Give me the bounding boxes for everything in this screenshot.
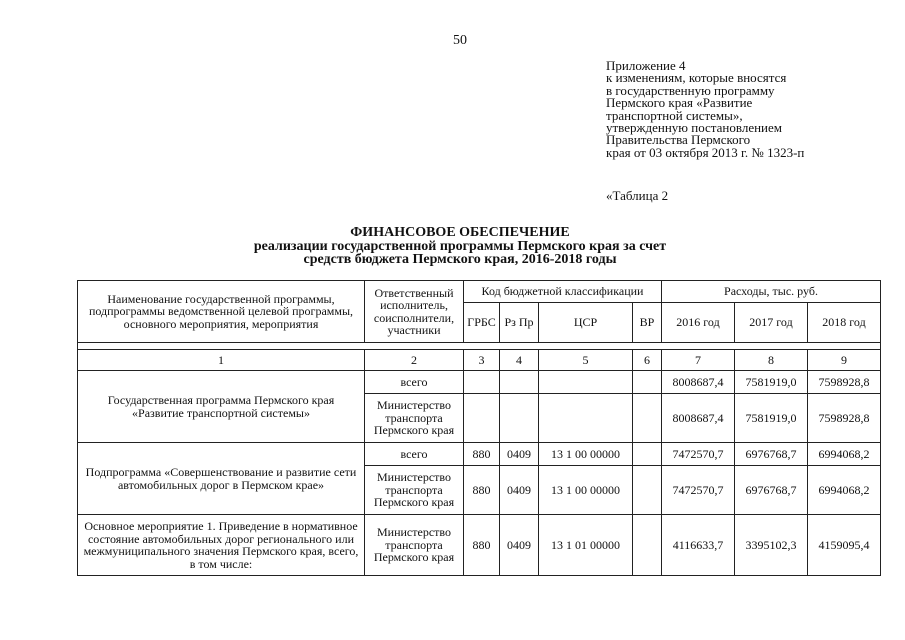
activity-name: Основное мероприятие 1. Приведение в нормативное состояние автомобильных дорог регионального или межмуниципального значения Пермского края, всего, в том числе: bbox=[78, 515, 365, 576]
col-number: 7 bbox=[662, 350, 735, 371]
amount-2016: 8008687,4 bbox=[662, 394, 735, 443]
appendix-line: Правительства Пермского bbox=[606, 132, 751, 148]
appendix-line: Приложение 4 bbox=[606, 58, 686, 73]
csr-cell bbox=[539, 394, 633, 443]
grbs-cell: 880 bbox=[464, 515, 500, 576]
grbs-cell bbox=[464, 371, 500, 394]
amount-2017: 7581919,0 bbox=[735, 371, 808, 394]
executor-cell: Министерство транспорта Пермского края bbox=[365, 515, 464, 576]
rzpr-cell: 0409 bbox=[500, 443, 539, 466]
table-row bbox=[78, 371, 881, 394]
col-number: 6 bbox=[633, 350, 662, 371]
header-csr: ЦСР bbox=[539, 303, 633, 343]
heading-title: ФИНАНСОВОЕ ОБЕСПЕЧЕНИЕ bbox=[350, 225, 570, 240]
table-row bbox=[78, 443, 881, 466]
financing-table bbox=[77, 280, 881, 576]
rzpr-cell: 0409 bbox=[500, 466, 539, 515]
col-number: 9 bbox=[808, 350, 881, 371]
header-expenses-group: Расходы, тыс. руб. bbox=[662, 281, 881, 303]
executor-cell: Министерство транспорта Пермского края bbox=[365, 394, 464, 443]
amount-2017: 7581919,0 bbox=[735, 394, 808, 443]
heading-subtitle-line: реализации государственной программы Пермского края за счет bbox=[253, 238, 667, 254]
program-name: Государственная программа Пермского края «Развитие транспортной системы» bbox=[78, 371, 365, 443]
csr-cell bbox=[539, 371, 633, 394]
page-number: 50 bbox=[453, 33, 467, 48]
rzpr-cell bbox=[500, 394, 539, 443]
rzpr-cell: 0409 bbox=[500, 515, 539, 576]
appendix-line: утвержденную постановлением bbox=[606, 119, 783, 135]
csr-cell: 13 1 01 00000 bbox=[539, 515, 633, 576]
vr-cell bbox=[633, 371, 662, 394]
header-2016: 2016 год bbox=[662, 303, 735, 343]
grbs-cell: 880 bbox=[464, 466, 500, 515]
grbs-cell bbox=[464, 394, 500, 443]
header-name: Наименование государственной программы, подпрограммы ведомственной целевой программы, основного мероприятия, мероприятия bbox=[78, 281, 365, 343]
header-code-group: Код бюджетной классификации bbox=[464, 281, 662, 303]
table-label: «Таблица 2 bbox=[606, 188, 669, 203]
amount-2016: 8008687,4 bbox=[662, 371, 735, 394]
header-vr: ВР bbox=[633, 303, 662, 343]
amount-2018: 7598928,8 bbox=[808, 394, 881, 443]
amount-2016: 4116633,7 bbox=[662, 515, 735, 576]
table-row bbox=[78, 515, 881, 576]
vr-cell bbox=[633, 394, 662, 443]
grbs-cell: 880 bbox=[464, 443, 500, 466]
amount-2018: 4159095,4 bbox=[808, 515, 881, 576]
header-rzpr: Рз Пр bbox=[500, 303, 539, 343]
header-row bbox=[78, 281, 881, 303]
amount-2018: 6994068,2 bbox=[808, 443, 881, 466]
appendix-line: в государственную программу bbox=[606, 82, 775, 98]
amount-2017: 3395102,3 bbox=[735, 515, 808, 576]
appendix-line: транспортной системы», bbox=[606, 107, 743, 123]
column-number-row bbox=[78, 350, 881, 371]
header-grbs: ГРБС bbox=[464, 303, 500, 343]
col-number: 1 bbox=[78, 350, 365, 371]
amount-2017: 6976768,7 bbox=[735, 443, 808, 466]
executor-cell: всего bbox=[365, 371, 464, 394]
header-executor: Ответственный исполнитель, соисполнители, участники bbox=[365, 281, 464, 343]
document-heading bbox=[150, 226, 770, 267]
gap-row bbox=[78, 343, 881, 350]
executor-cell: всего bbox=[365, 443, 464, 466]
appendix-line: к изменениям, которые вносятся bbox=[606, 70, 787, 86]
executor-cell: Министерство транспорта Пермского края bbox=[365, 466, 464, 515]
amount-2016: 7472570,7 bbox=[662, 443, 735, 466]
rzpr-cell bbox=[500, 371, 539, 394]
heading-subtitle-line: средств бюджета Пермского края, 2016-2018 годы bbox=[303, 252, 617, 268]
col-number: 2 bbox=[365, 350, 464, 371]
amount-2017: 6976768,7 bbox=[735, 466, 808, 515]
appendix-note bbox=[606, 60, 804, 159]
vr-cell bbox=[633, 466, 662, 515]
vr-cell bbox=[633, 443, 662, 466]
appendix-line: Пермского края «Развитие bbox=[606, 95, 753, 111]
col-number: 4 bbox=[500, 350, 539, 371]
csr-cell: 13 1 00 00000 bbox=[539, 466, 633, 515]
vr-cell bbox=[633, 515, 662, 576]
col-number: 8 bbox=[735, 350, 808, 371]
subprogram-name: Подпрограмма «Совершенствование и развитие сети автомобильных дорог в Пермском крае» bbox=[78, 443, 365, 515]
header-2018: 2018 год bbox=[808, 303, 881, 343]
csr-cell: 13 1 00 00000 bbox=[539, 443, 633, 466]
col-number: 3 bbox=[464, 350, 500, 371]
amount-2016: 7472570,7 bbox=[662, 466, 735, 515]
amount-2018: 6994068,2 bbox=[808, 466, 881, 515]
appendix-line: края от 03 октября 2013 г. № 1323-п bbox=[606, 144, 805, 160]
col-number: 5 bbox=[539, 350, 633, 371]
header-2017: 2017 год bbox=[735, 303, 808, 343]
amount-2018: 7598928,8 bbox=[808, 371, 881, 394]
